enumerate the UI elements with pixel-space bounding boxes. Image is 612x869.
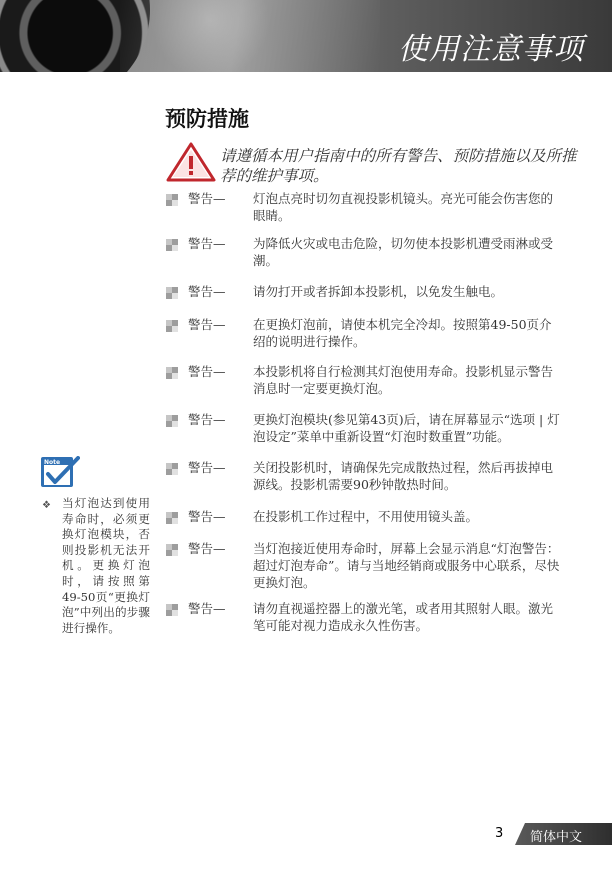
warning-text: 在更换灯泡前，请使本机完全冷却。按照第49-50页介绍的说明进行操作。 — [253, 317, 552, 349]
header-title: 使用注意事项 — [398, 32, 584, 67]
warning-label: 警告— — [188, 601, 226, 616]
warning-label: 警告— — [188, 236, 226, 251]
warning-text: 请勿打开或者拆卸本投影机，以免发生触电。 — [253, 284, 504, 299]
warning-text: 关闭投影机时，请确保先完成散热过程，然后再拔掉电源线。投影机需要90秒钟散热时间。 — [253, 460, 554, 492]
side-note — [42, 496, 150, 636]
header-sheen — [120, 0, 380, 72]
square-bullet-icon — [166, 320, 178, 332]
note-icon-label: Note — [44, 459, 61, 466]
language-label: 简体中文 — [530, 830, 583, 845]
diamond-bullet-icon: ❖ — [42, 500, 51, 511]
page-header — [0, 0, 612, 72]
warning-label: 警告— — [188, 509, 226, 524]
square-bullet-icon — [166, 512, 178, 524]
square-bullet-icon — [166, 287, 178, 299]
side-note-text: 当灯泡达到使用寿命时，必须更换灯泡模块，否则投影机无法开机。更换灯泡时，请按照第49-50页“更换灯泡”中列出的步骤进行操作。 — [62, 496, 150, 635]
square-bullet-icon — [166, 604, 178, 616]
square-bullet-icon — [166, 239, 178, 251]
square-bullet-icon — [166, 415, 178, 427]
square-bullet-icon — [166, 367, 178, 379]
warning-text: 为降低火灾或电击危险，切勿使本投影机遭受雨淋或受潮。 — [253, 236, 554, 268]
warning-label: 警告— — [188, 364, 226, 379]
warning-text: 灯泡点亮时切勿直视投影机镜头。亮光可能会伤害您的眼睛。 — [253, 191, 554, 223]
warning-label: 警告— — [188, 284, 226, 299]
square-bullet-icon — [166, 544, 178, 556]
page-number: 3 — [495, 826, 504, 841]
warning-text: 在投影机工作过程中，不用使用镜头盖。 — [253, 509, 479, 524]
warning-text: 更换灯泡模块(参见第43页)后，请在屏幕显示“选项 | 灯泡设定”菜单中重新设置“灯泡时数重置”功能。 — [253, 412, 560, 444]
warning-text: 请勿直视遥控器上的激光笔，或者用其照射人眼。激光笔可能对视力造成永久性伤害。 — [253, 601, 554, 633]
warning-label: 警告— — [188, 460, 226, 475]
square-bullet-icon — [166, 194, 178, 206]
note-checkmark-icon — [40, 456, 80, 490]
warning-label: 警告— — [188, 317, 226, 332]
section-title: 预防措施 — [165, 107, 249, 131]
square-bullet-icon — [166, 463, 178, 475]
warning-label: 警告— — [188, 412, 226, 427]
caution-text: 请遵循本用户指南中的所有警告、预防措施以及所推荐的维护事项。 — [220, 147, 577, 185]
warning-text: 本投影机将自行检测其灯泡使用寿命。投影机显示警告消息时一定要更换灯泡。 — [253, 364, 554, 396]
warning-text: 当灯泡接近使用寿命时，屏幕上会显示消息“灯泡警告：超过灯泡寿命”。请与当地经销商或服务中心联系，尽快更换灯泡。 — [253, 541, 560, 590]
warning-label: 警告— — [188, 541, 226, 556]
warning-label: 警告— — [188, 191, 226, 206]
warning-triangle-icon — [166, 142, 216, 182]
